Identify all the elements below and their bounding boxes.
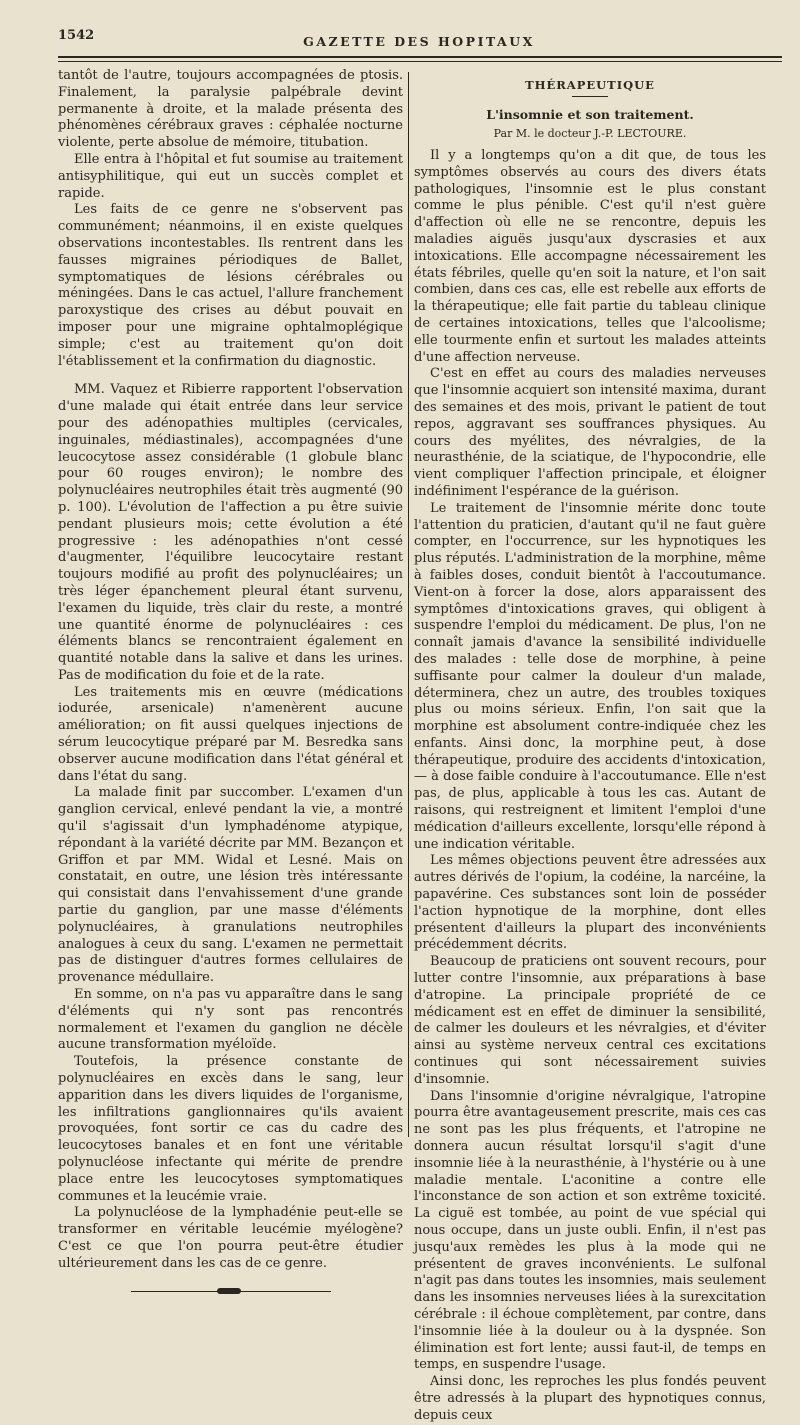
paragraph: Toutefois, la présence constante de polynucléaires en excès dans le sang, leur apparition dans les divers liquides de l'organisme, les infiltrations ganglionnaires qu'ils avaient provoquées, font sortir ce cas du cadre des leucocytoses banales et en font une véritable polynucléose infectante qui mérite de prendre place entre les leucocytoses symptomatiques communes et la leucémie vraie.: [58, 1054, 403, 1204]
paragraph: Beaucoup de praticiens ont souvent recours, pour lutter contre l'insomnie, aux préparations à base d'atropine. La principale propriété de ce médicament est en effet de diminuer la sensibilité, de calmer les douleurs et les névralgies, et d'éviter ainsi au système nerveux central ces excitations continues qui sont nécessairement suivies d'insomnie.: [414, 954, 766, 1087]
page-header: [58, 26, 780, 50]
header-rule-thick: [58, 56, 782, 58]
header-rule-thin: [58, 61, 782, 62]
paragraph: Les traitements mis en œuvre (médications iodurée, arsenicale) n'amenèrent aucune amélioration; on fit aussi quelques injections de sérum leucocytique préparé par M. Besredka sans observer aucune modification dans l'état général et dans l'état du sang.: [58, 684, 403, 784]
article-title: L'insomnie et son traitement.: [486, 107, 694, 122]
right-column: [414, 68, 766, 1425]
article-byline: Par M. le docteur J.-P. LECTOURE.: [493, 127, 687, 140]
section-heading: THÉRAPEUTIQUE: [525, 78, 655, 92]
paragraph: Les mêmes objections peuvent être adressées aux autres dérivés de l'opium, la codéine, la narcéine, la papavérine. Ces substances sont loin de posséder l'action hypnotique de la morphine, dont elles présentent d'ailleurs la plupart des inconvénients précédemment décrits.: [414, 853, 766, 953]
paragraph: Dans l'insomnie d'origine névralgique, l'atropine pourra être avantageusement prescrite, mais ces cas ne sont pas les plus fréquents, et l'atropine ne donnera aucun résultat lorsqu'il s'agit d'une insomnie liée à la neurasthénie, à l'hystérie ou à une maladie mentale. L'aconitine a contre elle l'inconstance de son action et son extrême toxicité. La ciguë est tombée, au point de vue spécial qui nous occupe, dans un juste oubli. Enfin, il n'est pas jusqu'aux remèdes les plus à la mode qui ne présentent de graves inconvénients. Le sulfonal n'agit pas dans toutes les insomnies, mais seulement dans les insomnies nerveuses liées à la surexcitation cérébrale : il échoue complètement, par contre, dans l'insomnie liée à la douleur ou à la dyspnée. Son élimination est fort lente; aussi faut-il, de temps en temps, en suspendre l'usage.: [414, 1088, 766, 1373]
paragraph: C'est en effet au cours des maladies nerveuses que l'insomnie acquiert son intensité maxima, durant des semaines et des mois, privant le patient de tout repos, aggravant ses souffrances physiques. Au cours des myélites, des névralgies, de la neurasthénie, de la sciatique, de l'hypocondrie, elle vient compliquer l'affection principale, et éloigner indéfiniment l'espérance de la guérison.: [414, 366, 766, 499]
paragraph: Le traitement de l'insomnie mérite donc toute l'attention du praticien, d'autant qu'il ne faut guère compter, en l'occurrence, sur les hypnotiques les plus réputés. L'administration de la morphine, même à faibles doses, conduit bientôt à l'accoutumance. Vient-on à forcer la dose, alors apparaissent des symptômes d'intoxications graves, qui obligent à suspendre l'emploi du médicament. De plus, l'on ne connaît jamais d'avance la sensibilité individuelle des malades : telle dose de morphine, à peine suffisante pour calmer la douleur d'un malade, déterminera, chez un autre, des troubles toxiques plus ou moins sérieux. Enfin, l'on sait que la morphine est absolument contre-indiquée chez les enfants. Ainsi donc, la morphine peut, à dose thérapeutique, produire des accidents d'intoxication, — à dose faible conduire à l'accoutumance. Elle n'est pas, de plus, applicable à tous les cas. Autant de raisons, qui restreignent et limitent l'emploi d'une médication d'ailleurs excellente, lorsqu'elle répond à une indication véritable.: [414, 500, 766, 852]
paragraph: La malade finit par succomber. L'examen d'un ganglion cervical, enlevé pendant la vie, a montré qu'il s'agissait d'un lymphadénome atypique, répondant à la variété décrite par MM. Bezançon et Griffon et par MM. Widal et Lesné. Mais on constatait, en outre, une lésion très intéressante qui consistait dans l'envahissement d'une grande partie du ganglion, par une masse d'éléments polynucléaires, à granulations neutrophiles analogues à ceux du sang. L'examen ne permettait pas de distinguer d'autres formes cellulaires de provenance médullaire.: [58, 785, 403, 986]
paragraph: Il y a longtemps qu'on a dit que, de tous les symptômes observés au cours des divers états pathologiques, l'insomnie est le plus constant comme le plus pénible. C'est qu'il n'est guère d'affection où elle ne se rencontre, depuis les maladies aiguës jusqu'aux dyscrasies et aux intoxications. Elle accompagne nécessairement les états fébriles, quelle qu'en soit la nature, et l'on sait combien, dans ces cas, elle est rebelle aux efforts de la thérapeutique; elle fait partie du tableau clinique de certaines intoxications, telles que l'alcoolisme; elle tourmente enfin et surtout les malades atteints d'une affection nerveuse.: [414, 148, 766, 365]
paragraph: Ainsi donc, les reproches les plus fondés peuvent être adressés à la plupart des hypnotiques connus, depuis ceux: [414, 1374, 766, 1423]
left-column: [58, 68, 403, 1295]
journal-title: GAZETTE DES HOPITAUX: [303, 34, 535, 49]
article-end-ornament: [131, 1287, 331, 1295]
paragraph: En somme, on n'a pas vu apparaître dans le sang d'éléments qui n'y sont pas rencontrés normalement et l'examen du ganglion ne décèle aucune transformation myéloïde.: [58, 987, 403, 1053]
paragraph: MM. Vaquez et Ribierre rapportent l'observation d'une malade qui était entrée dans leur service pour des adénopathies multiples (cervicales, inguinales, médiastinales), accompagnées d'une leucocytose assez considérable (1 globule blanc pour 60 rouges environ); le nombre des polynucléaires neutrophiles était très augmenté (90 p. 100). L'évolution de l'affection a pu être suivie pendant plusieurs mois; cette évolution a été progressive : les adénopathies n'ont cessé d'augmenter, l'équilibre leucocytaire restant toujours modifié au profit des polynucléaires; un très léger épanchement pleural étant survenu, l'examen du liquide, très clair du reste, a montré une quantité énorme de polynucléaires : ces éléments blancs se rencontraient également en quantité notable dans la salive et dans les urines. Pas de modification du foie et de la rate.: [58, 382, 403, 683]
page-number: 1542: [58, 28, 95, 43]
paragraph: tantôt de l'autre, toujours accompagnées de ptosis. Finalement, la paralysie palpébrale devint permanente à droite, et la malade présenta des phénomènes cérébraux graves : céphalée nocturne violente, perte absolue de mémoire, titubation.: [58, 68, 403, 151]
column-divider: [408, 72, 409, 1137]
paragraph: Elle entra à l'hôpital et fut soumise au traitement antisyphilitique, qui eut un succès complet et rapide.: [58, 151, 403, 201]
paragraph: La polynucléose de la lymphadénie peut-elle se transformer en véritable leucémie myélogène? C'est ce que l'on pourra peut-être étudier ultérieurement dans les cas de ce genre.: [58, 1205, 403, 1271]
paragraph: Les faits de ce genre ne s'observent pas communément; néanmoins, il en existe quelques observations incontestables. Ils rentrent dans les fausses migraines périodiques de Ballet, symptomatiques de lésions cérébrales ou méningées. Dans le cas actuel, l'allure franchement paroxystique des crises au début pouvait en imposer pour une migraine ophtalmoplégique simple; c'est au traitement qu'on doit l'établissement et la confirmation du diagnostic.: [58, 202, 403, 369]
section-rule: [572, 96, 608, 97]
